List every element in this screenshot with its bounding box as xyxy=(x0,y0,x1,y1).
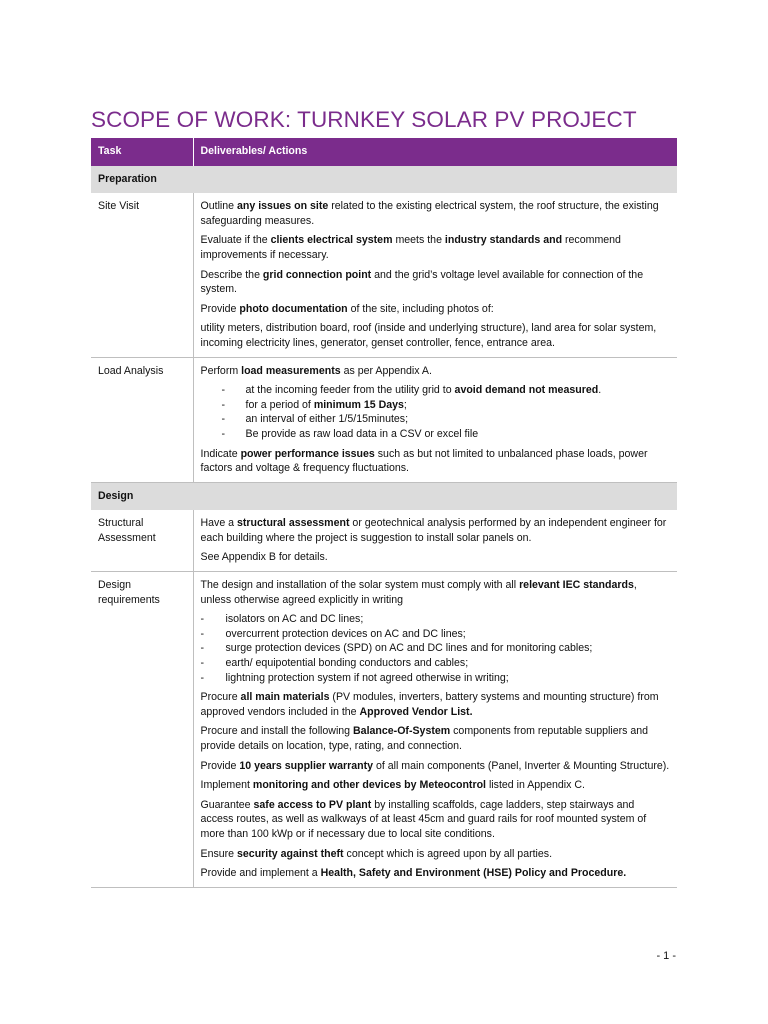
requirements-p2: Procure all main materials (PV modules, inverters, battery systems and mounting structure) from approved vendors included in the Approved Vendor List. xyxy=(200,691,659,718)
site-visit-p5: utility meters, distribution board, roof (inside and underlying structure), land area for solar system, incoming electricity lines, generator, genset controller, fence, entrance area. xyxy=(200,322,657,349)
load-analysis-bullets xyxy=(201,383,671,441)
requirements-p5: Implement monitoring and other devices by Meteocontrol listed in Appendix C. xyxy=(200,779,585,792)
load-analysis-p2: Indicate power performance issues such as but not limited to unbalanced phase loads, power factors and voltage & frequency fluctuations. xyxy=(200,447,648,475)
list-item: - Be provide as raw load data in a CSV or excel file xyxy=(201,427,671,442)
list-item: - isolators on AC and DC lines; xyxy=(201,612,671,627)
requirements-p3: Procure and install the following Balance-Of-System components from reputable suppliers and provide details on location, type, rating, and connection. xyxy=(200,725,649,752)
list-item: - earth/ equipotential bonding conductors and cables; xyxy=(201,656,671,671)
site-visit-p4: Provide photo documentation of the site, including photos of: xyxy=(200,302,494,315)
table-row-structural-assessment xyxy=(91,510,677,571)
list-item: - lightning protection system if not agreed otherwise in writing; xyxy=(201,671,671,686)
requirements-p7: Ensure security against theft concept which is agreed upon by all parties. xyxy=(200,847,553,860)
structural-p2: See Appendix B for details. xyxy=(200,551,328,564)
site-visit-p2: Evaluate if the clients electrical system meets the industry standards and recommend improvements if necessary. xyxy=(200,234,621,261)
task-load-analysis: Load Analysis xyxy=(91,357,193,482)
header-deliverables: Deliverables/ Actions xyxy=(193,138,677,166)
deliverables-design-requirements xyxy=(193,572,677,888)
list-item: - surge protection devices (SPD) on AC and DC lines and for monitoring cables; xyxy=(201,641,671,656)
deliverables-structural-assessment xyxy=(193,510,677,571)
task-structural-assessment: Structural Assessment xyxy=(91,510,193,571)
structural-p1: Have a structural assessment or geotechnical analysis performed by an independent engineer for each building where the project is suggestion to install solar panels on. xyxy=(200,517,667,544)
table-row-design-requirements xyxy=(91,572,677,888)
list-item: - at the incoming feeder from the utility grid to avoid demand not measured. xyxy=(201,383,671,398)
site-visit-p3: Describe the grid connection point and the grid’s voltage level available for connection of the system. xyxy=(200,268,644,296)
list-item: - overcurrent protection devices on AC and DC lines; xyxy=(201,627,671,642)
list-item: - an interval of either 1/5/15minutes; xyxy=(201,412,671,427)
requirements-p8: Provide and implement a Health, Safety and Environment (HSE) Policy and Procedure. xyxy=(200,867,627,880)
task-design-requirements: Design requirements xyxy=(91,572,193,888)
load-analysis-p1: Perform load measurements as per Appendix A. xyxy=(200,364,432,377)
document-title: SCOPE OF WORK: TURNKEY SOLAR PV PROJECT xyxy=(91,107,637,132)
scope-table xyxy=(91,138,677,888)
requirements-p4: Provide 10 years supplier warranty of all main components (Panel, Inverter & Mounting Structure). xyxy=(200,759,670,772)
site-visit-p1: Outline any issues on site related to the existing electrical system, the roof structure, the existing safeguarding measures. xyxy=(200,200,659,227)
section-label-design: Design xyxy=(91,482,193,510)
list-item: - for a period of minimum 15 Days; xyxy=(201,398,671,413)
requirements-p6: Guarantee safe access to PV plant by installing scaffolds, cage ladders, step stairways and access routes, as well as walkways of at least 45cm and guard rails for roof mounted system of more than 100 kWp or if necessary due to local site conditions. xyxy=(200,798,647,840)
deliverables-site-visit xyxy=(193,193,677,357)
section-row-preparation xyxy=(91,166,677,194)
task-site-visit: Site Visit xyxy=(91,193,193,357)
deliverables-load-analysis xyxy=(193,357,677,482)
header-task: Task xyxy=(91,138,193,166)
table-row-site-visit xyxy=(91,193,677,357)
table-row-load-analysis xyxy=(91,357,677,482)
requirements-p1: The design and installation of the solar system must comply with all relevant IEC standards, unless otherwise agreed explicitly in writing xyxy=(200,579,637,606)
requirements-bullets xyxy=(201,612,671,685)
section-label-preparation: Preparation xyxy=(91,166,193,194)
table-header-row xyxy=(91,138,677,166)
page-number: - 1 - xyxy=(656,950,676,962)
section-row-design xyxy=(91,482,677,510)
